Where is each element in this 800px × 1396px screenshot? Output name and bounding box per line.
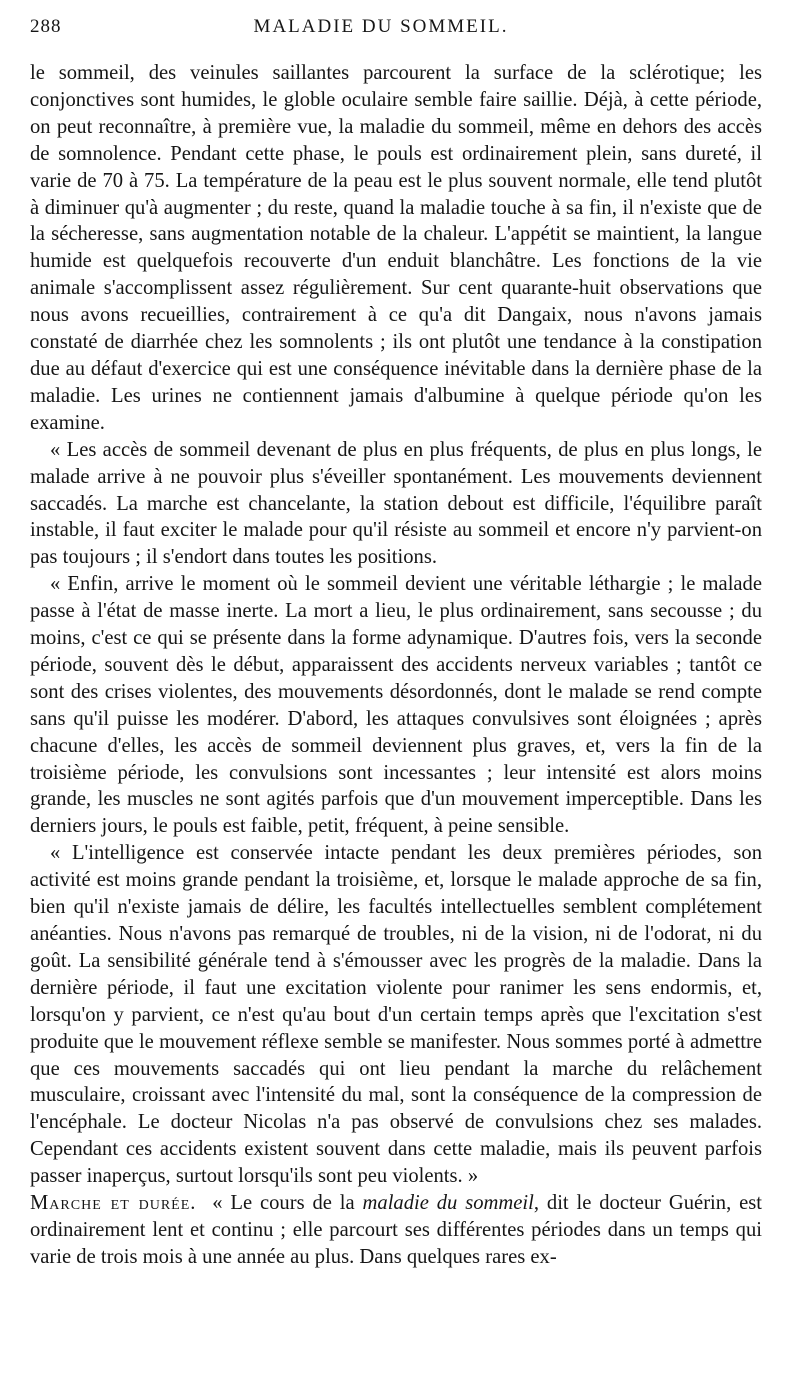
paragraph-2: « Les accès de sommeil devenant de plus en plus fréquents, de plus en plus longs, le malade arrive à ne pouvoir plus s'éveiller spontanément. Les mouvements deviennent saccadés. La marche est chancelante, la station debout est difficile, l'équilibre paraît instable, il faut exciter le malade pour qu'il résiste au sommeil et encore n'y parvient-on pas toujours ; il s'endort dans toutes les positions. [30, 438, 762, 569]
paragraph-5-text-b: , dit le docteur Guérin, est ordinairement lent et continu ; elle parcourt ses différentes périodes dans un temps qui varie de trois mois à une année au plus. Dans quelques rares ex- [30, 1192, 762, 1268]
paragraph-5 [30, 1190, 762, 1271]
paragraph-5-text-a: « Le cours de la [212, 1192, 363, 1215]
page-number: 288 [30, 16, 62, 37]
page-header [30, 16, 762, 60]
paragraph-3: « Enfin, arrive le moment où le sommeil devient une véritable léthargie ; le malade passe à l'état de masse inerte. La mort a lieu, le plus ordinairement, sans secousse ; du moins, c'est ce qui se présente dans la forme adynamique. D'autres fois, vers la seconde période, souvent dès le début, apparaissent des accidents nerveux variables ; tantôt ce sont des crises violentes, des mouvements désordonnés, dont le malade se rend compte sans qu'il puisse les modérer. D'abord, les attaques convulsives sont éloignées ; après chacune d'elles, les accès de sommeil deviennent plus graves, et, vers la fin de la troisième période, les convulsions sont incessantes ; leur intensité est alors moins grande, les muscles ne sont agités parfois que d'un mouvement imperceptible. Dans les derniers jours, le pouls est faible, petit, fréquent, à peine sensible. [30, 573, 762, 838]
section-heading: Marche et durée. [30, 1192, 197, 1215]
paragraph-1: le sommeil, des veinules saillantes parcourent la surface de la sclérotique; les conjonctives sont humides, le globle oculaire semble faire saillie. Déjà, à cette période, on peut reconnaître, à première vue, la maladie du sommeil, même en dehors des accès de somnolence. Pendant cette phase, le pouls est ordinairement plein, sans dureté, il varie de 70 à 75. La température de la peau est le plus souvent normale, elle tend plutôt à diminuer qu'à augmenter ; du reste, quand la maladie touche à sa fin, il n'existe que de la sécheresse, sans augmentation notable de la chaleur. L'appétit se maintient, la langue humide est quelquefois recouverte d'un enduit blanchâtre. Les fonctions de la vie animale s'accomplissent assez régulièrement. Sur cent quarante-huit observations que nous avons recueillies, contrairement à ce qu'a dit Dangaix, nous n'avons jamais constaté de diarrhée chez les somnolents ; ils ont plutôt une tendance à la constipation due au défaut d'exercice qui est une conséquence inévitable dans la dernière phase de la maladie. Les urines ne contiennent jamais d'albumine à quelque période qu'on les examine. [30, 62, 762, 434]
paragraph-4: « L'intelligence est conservée intacte pendant les deux premières périodes, son activité est moins grande pendant la troisième, et, lorsque le malade approche de sa fin, bien qu'il n'existe jamais de délire, les facultés intellectuelles semblent complétement anéanties. Nous n'avons pas remarqué de troubles, ni de la vision, ni de l'odorat, ni du goût. La sensibilité générale tend à s'émousser avec les progrès de la maladie. Dans la dernière période, il faut une excitation violente pour ranimer les sens endormis, et, lorsqu'on y parvient, ce n'est qu'au bout d'un certain temps après que l'excitation s'est produite que le mouvement réflexe semble se manifester. Nous sommes porté à admettre que ces mouvements saccadés qui ont lieu pendant la marche du relâchement musculaire, croissant avec l'intensité du mal, sont la conséquence de la compression de l'encéphale. Le docteur Nicolas n'a pas observé de convulsions chez ses malades. Cependant ces accidents existent souvent dans cette maladie, mais ils peuvent parfois passer inaperçus, surtout lorsqu'ils sont peu violents. » [30, 842, 762, 1188]
paragraph-5-italic: maladie du sommeil [362, 1192, 534, 1215]
running-title: MALADIE DU SOMMEIL. [253, 16, 509, 37]
page-body [30, 60, 762, 1271]
